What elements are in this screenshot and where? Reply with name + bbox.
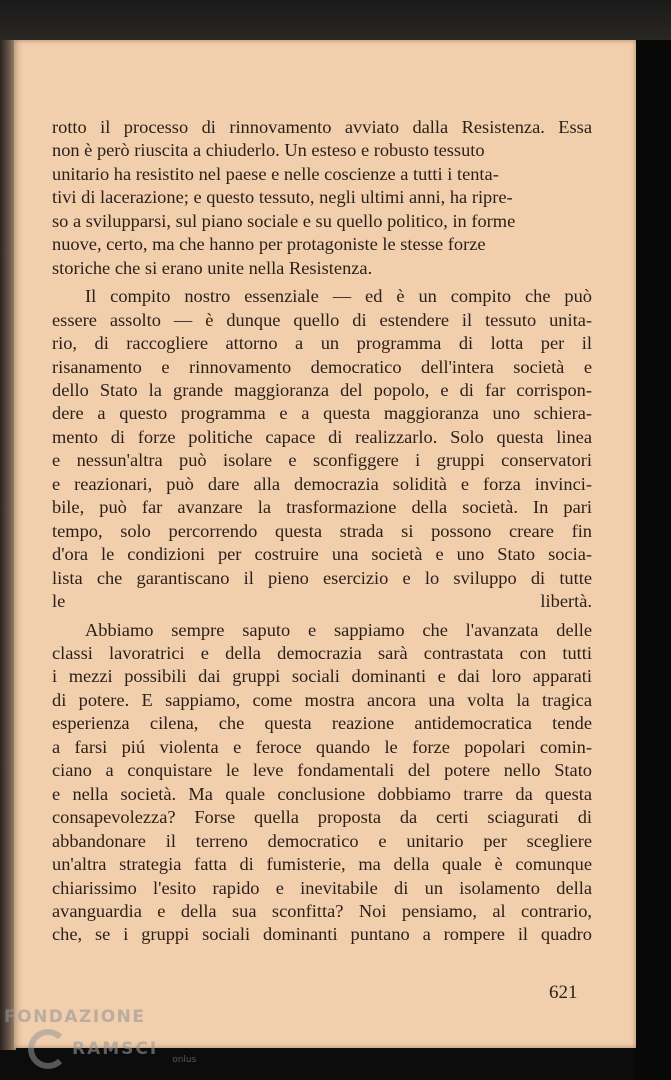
text-line: e reazionari, può dare alla democrazia solidità e forza invinci- — [52, 473, 592, 494]
text-line: a farsi piú violenta e feroce quando le forze popolari comin- — [52, 736, 592, 757]
text-line: tempo, solo percorrendo questa strada si possono creare fin — [52, 520, 592, 541]
watermark-line1: FONDAZIONE — [4, 1007, 146, 1027]
fondazione-gramsci-watermark — [4, 1007, 196, 1069]
paragraph-1 — [52, 116, 592, 280]
text-line: non è però riuscita a chiuderlo. Un esteso e robusto tessuto — [52, 140, 485, 161]
text-line: d'ora le condizioni per costruire una società e uno Stato socia- — [52, 544, 592, 565]
text-line: i mezzi possibili dai gruppi sociali dominanti e dai loro apparati — [52, 666, 592, 687]
scan-top-border — [0, 0, 671, 42]
text-line: rio, di raccogliere attorno a un programma di lotta per il — [52, 333, 592, 354]
text-line: chiarissimo l'esito rapido e inevitabile di un isolamento della — [52, 877, 592, 898]
paragraph-3 — [52, 619, 592, 947]
text-line: lista che garantiscano il pieno esercizio e lo sviluppo di tutte — [52, 567, 592, 588]
text-line: consapevolezza? Forse quella proposta da certi sciagurati di — [52, 807, 592, 828]
page-text — [52, 116, 592, 947]
text-line: esperienza cilena, che questa reazione antidemocratica tende — [52, 713, 592, 734]
text-line: Il compito nostro essenziale — ed è un compito che può — [85, 286, 592, 307]
text-line: e nella società. Ma quale conclusione dobbiamo trarre da questa — [52, 783, 592, 804]
text-line: essere assolto — è dunque quello di estendere il tessuto unita- — [52, 309, 592, 330]
text-line: Abbiamo sempre saputo e sappiamo che l'avanzata delle — [85, 619, 592, 640]
text-line: dello Stato la grande maggioranza del popolo, e di far corrispon- — [52, 379, 592, 400]
text-line: unitario ha resistito nel paese e nelle coscienze a tutti i tenta- — [52, 163, 499, 184]
text-line: storiche che si erano unite nella Resistenza. — [52, 257, 373, 278]
text-line: nuove, certo, ma che hanno per protagoniste le stesse forze — [52, 234, 486, 255]
text-line: tivi di lacerazione; e questo tessuto, negli ultimi anni, ha ripre- — [52, 187, 513, 208]
watermark-onlus: onlus — [172, 1055, 197, 1065]
text-line: avanguardia e della sua sconfitta? Noi pensiamo, al contrario, — [52, 900, 592, 921]
text-line: rotto il processo di rinnovamento avviato dalla Resistenza. Essa — [52, 117, 592, 137]
text-line: un'altra strategia fatta di fumisterie, ma della quale è comunque — [52, 854, 592, 875]
scan-right-border — [634, 40, 671, 1080]
paragraph-2 — [52, 285, 592, 613]
text-line: ciano a conquistare le leve fondamentali del potere nello Stato — [52, 760, 592, 781]
page-number: 621 — [549, 982, 578, 1003]
text-line: dere a questo programma e a questa maggioranza uno schiera- — [52, 403, 592, 424]
gramsci-g-logo-icon — [28, 1029, 68, 1069]
text-line: mento di forze politiche capace di realizzarlo. Solo questa linea — [52, 426, 592, 447]
text-line: abbandonare il terreno democratico e unitario per scegliere — [52, 830, 592, 851]
text-line: classi lavoratrici e della democrazia sarà contrastata con tutti — [52, 642, 592, 663]
text-line: di potere. E sappiamo, come mostra ancora una volta la tragica — [52, 689, 592, 710]
watermark-line2: RAMSCI — [72, 1039, 159, 1059]
book-page — [14, 40, 636, 1048]
text-line: le libertà. — [52, 591, 592, 612]
text-line: so a svilupparsi, sul piano sociale e su quello politico, in forme — [52, 210, 516, 231]
text-line: e nessun'altra può isolare e sconfiggere i gruppi conservatori — [52, 450, 592, 471]
text-line: risanamento e rinnovamento democratico dell'intera società e — [52, 356, 592, 377]
text-line: che, se i gruppi sociali dominanti puntano a rompere il quadro — [52, 924, 592, 945]
text-line: bile, può far avanzare la trasformazione della società. In pari — [52, 497, 592, 518]
